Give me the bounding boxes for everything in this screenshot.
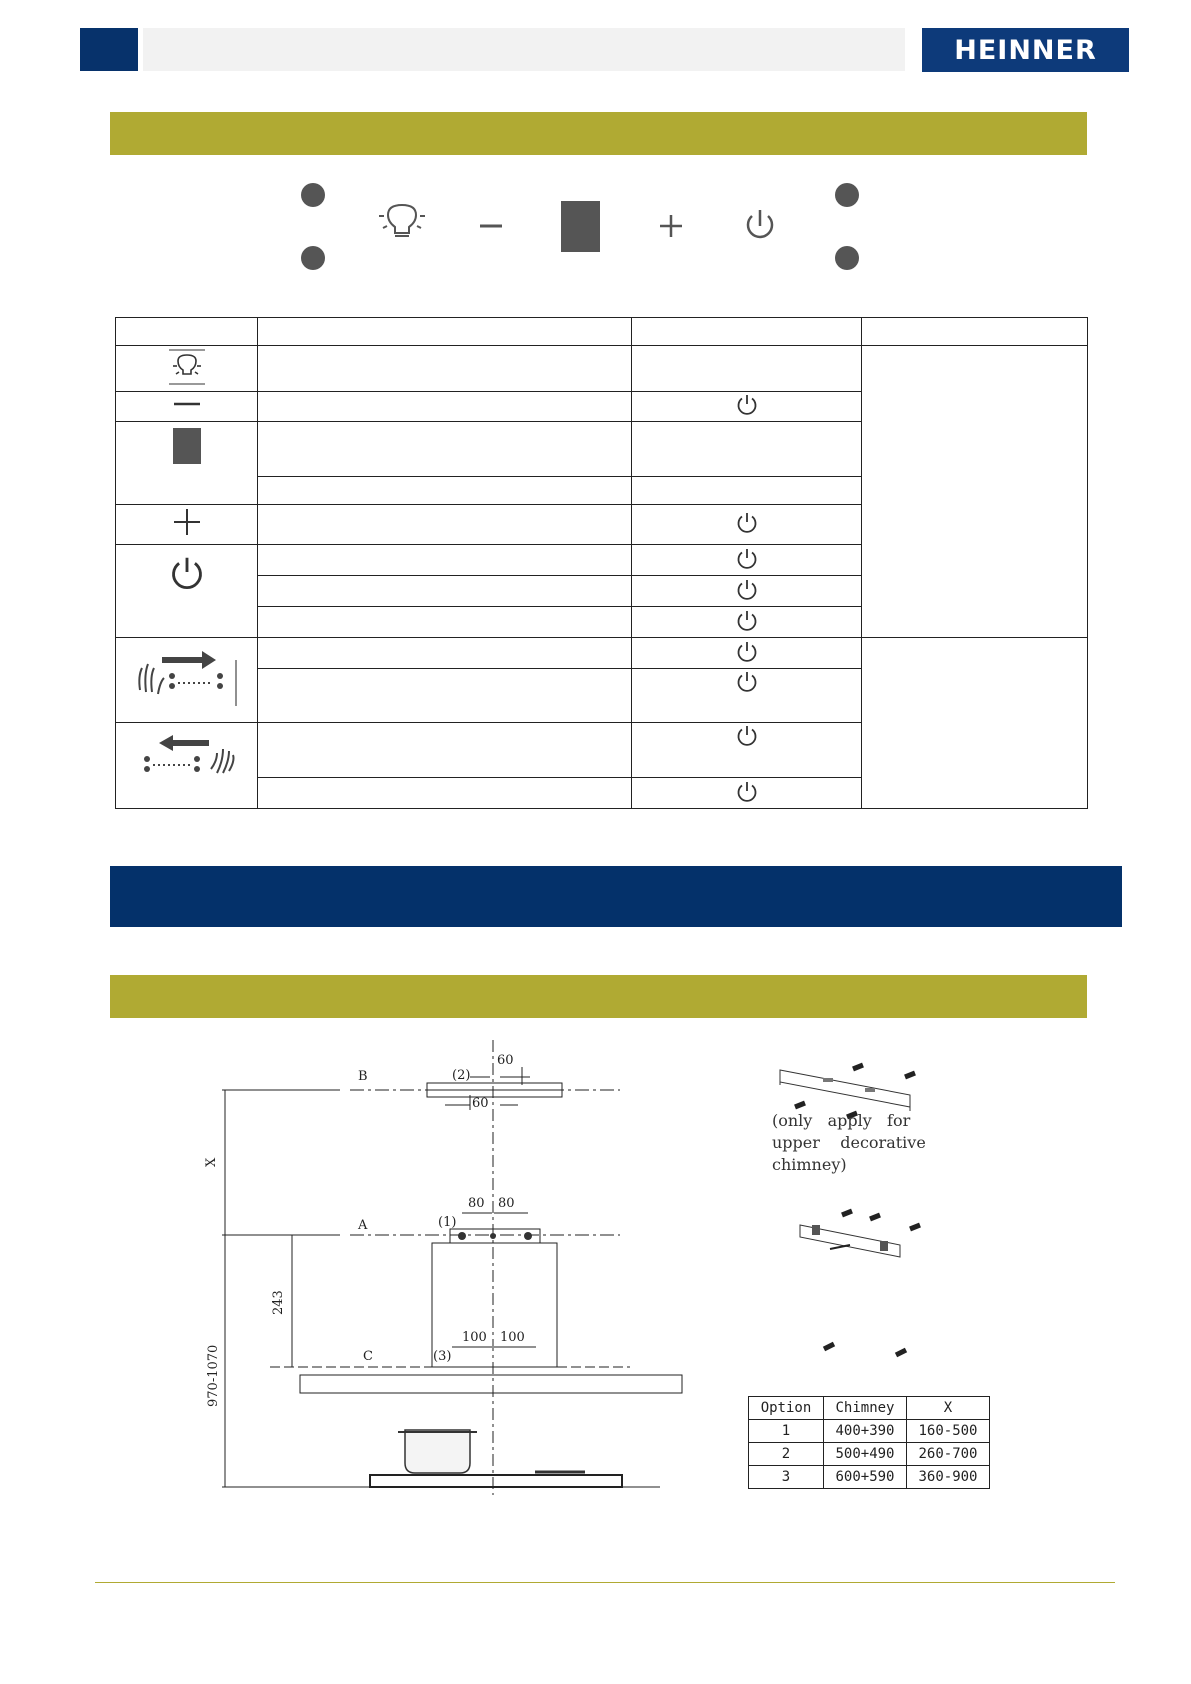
power-icon [735, 392, 759, 416]
chimney-cell: 600+590 [824, 1466, 907, 1489]
plus-icon [116, 505, 258, 545]
option-cell: 2 [749, 1443, 824, 1466]
bracket-note-line-3: chimney) [772, 1155, 847, 1174]
header-blue-block [80, 28, 138, 71]
power-icon [748, 210, 772, 237]
label-b: B [358, 1069, 368, 1084]
x-cell: 360-900 [907, 1466, 990, 1489]
option-cell: 1 [749, 1420, 824, 1443]
light-bulb-icon [379, 205, 425, 236]
chimney-cell: 500+490 [824, 1443, 907, 1466]
label-x: X [204, 1157, 219, 1167]
plus-icon [660, 215, 682, 237]
gesture-left-icon [116, 723, 258, 809]
indicator-light-top-left [301, 183, 325, 207]
lower-bracket-sketch [790, 1205, 940, 1275]
bracket-note-line-1: (only apply for [772, 1111, 911, 1130]
label-100-right: 100 [500, 1330, 525, 1345]
table-row [749, 1466, 990, 1489]
hood-body [300, 1375, 682, 1393]
indicator-light-bottom-left [301, 246, 325, 270]
chimney-cell: 400+390 [824, 1420, 907, 1443]
power-icon [735, 779, 759, 803]
label-80-right: 80 [498, 1196, 515, 1211]
option-cell: 3 [749, 1466, 824, 1489]
brand-logo: HEINNER [922, 28, 1129, 72]
display-square [561, 201, 600, 252]
section-band-controls [110, 112, 1087, 155]
gesture-right-icon [116, 638, 258, 723]
control-panel-diagram [280, 170, 880, 280]
table-row [749, 1420, 990, 1443]
power-icon [735, 608, 759, 632]
power-icon [735, 639, 759, 663]
label-n1: (1) [438, 1215, 457, 1230]
cooking-pot [405, 1430, 470, 1473]
footer-rule [95, 1582, 1115, 1583]
label-60-top: 60 [497, 1053, 514, 1068]
x-col-header: X [907, 1397, 990, 1420]
screws-sketch [820, 1335, 920, 1365]
power-icon [735, 510, 759, 534]
section-band-installation [110, 866, 1122, 927]
label-n3: (3) [433, 1349, 452, 1364]
label-a: A [358, 1218, 368, 1233]
function-table [115, 317, 1088, 809]
bracket-note [772, 1110, 932, 1176]
label-60-bottom: 60 [472, 1096, 489, 1111]
label-80-left: 80 [468, 1196, 485, 1211]
table-row [749, 1443, 990, 1466]
label-100-left: 100 [462, 1330, 487, 1345]
power-icon [735, 546, 759, 570]
option-col-header: Option [749, 1397, 824, 1420]
power-icon [735, 577, 759, 601]
label-243: 243 [271, 1290, 286, 1315]
display-square [116, 422, 258, 505]
power-icon [116, 545, 258, 638]
light-bulb-icon [116, 346, 258, 392]
option-table-header [749, 1397, 990, 1420]
label-970-1070: 970-1070 [206, 1344, 221, 1407]
table-row [116, 346, 1088, 392]
indicator-light-top-right [835, 183, 859, 207]
table-row [116, 638, 1088, 669]
label-n2: (2) [452, 1068, 471, 1083]
header-grey-bar [143, 28, 905, 71]
installation-drawing [200, 1035, 700, 1495]
section-band-dimensions [110, 975, 1087, 1018]
minus-icon [116, 392, 258, 422]
label-c: C [363, 1349, 373, 1364]
table-header-row [116, 318, 1088, 346]
bracket-note-line-2: upper decorative [772, 1133, 926, 1152]
x-cell: 260-700 [907, 1443, 990, 1466]
power-icon [735, 723, 759, 747]
hob [370, 1475, 622, 1487]
indicator-light-bottom-right [835, 246, 859, 270]
x-cell: 160-500 [907, 1420, 990, 1443]
chimney-col-header: Chimney [824, 1397, 907, 1420]
option-table [748, 1396, 990, 1489]
power-icon [735, 669, 759, 693]
